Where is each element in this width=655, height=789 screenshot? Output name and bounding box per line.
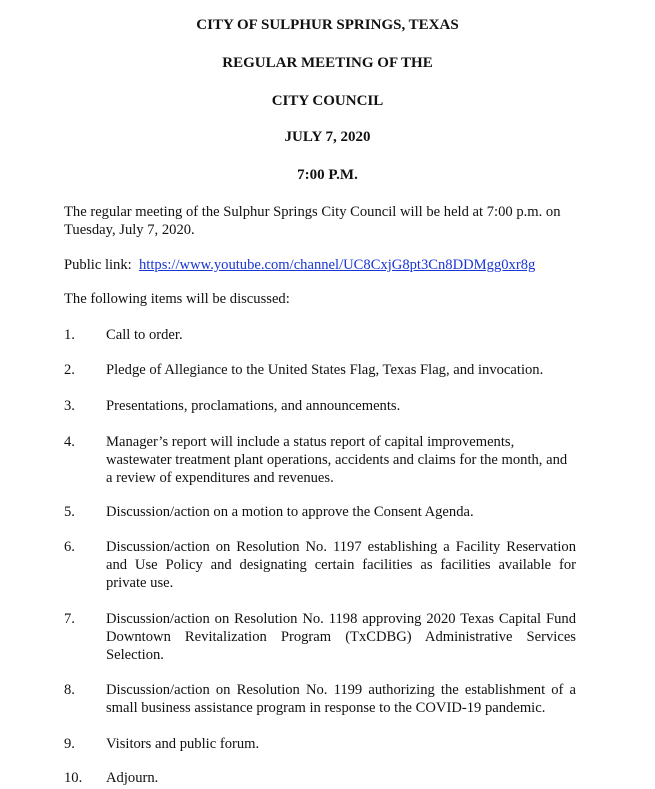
meeting-date: JULY 7, 2020	[284, 129, 371, 145]
city-title: CITY OF SULPHUR SPRINGS, TEXAS	[196, 17, 459, 33]
agenda-item-number: 10.	[64, 770, 83, 786]
meeting-title: REGULAR MEETING OF THE	[222, 55, 433, 71]
agenda-item-number: 3.	[64, 398, 75, 414]
agenda-item-text: Manager’s report will include a status report of capital improvements, wastewater treatment plant operations, accidents and claims for the month, and a review of expenditures and revenues.	[106, 434, 568, 486]
agenda-item-text: Discussion/action on Resolution No. 1197 establishing a Facility Reservation and Use Policy and designating certain facilities as facilities available for private use.	[106, 539, 576, 591]
public-link-url[interactable]: https://www.youtube.com/channel/UC8CxjG8pt3Cn8DDMgg0xr8g	[139, 257, 536, 273]
agenda-item-number: 4.	[64, 434, 75, 450]
items-intro: The following items will be discussed:	[64, 291, 290, 307]
public-link-line	[64, 256, 584, 274]
agenda-item-number: 5.	[64, 504, 75, 520]
agenda-item-text: Pledge of Allegiance to the United States Flag, Texas Flag, and invocation.	[106, 362, 544, 378]
agenda-item-number: 7.	[64, 611, 75, 627]
agenda-item-number: 9.	[64, 736, 75, 752]
agenda-item-text: Discussion/action on a motion to approve the Consent Agenda.	[106, 504, 474, 520]
agenda-item-text: Discussion/action on Resolution No. 1199 authorizing the establishment of a small business assistance program in response to the COVID-19 pandemic.	[106, 682, 576, 716]
public-link-label: Public link:	[64, 257, 132, 273]
agenda-item-number: 2.	[64, 362, 75, 378]
intro-paragraph: The regular meeting of the Sulphur Springs City Council will be held at 7:00 p.m. on Tuesday, July 7, 2020.	[64, 204, 561, 238]
agenda-item-number: 1.	[64, 327, 75, 343]
agenda-item-number: 6.	[64, 539, 75, 555]
agenda-item-text: Presentations, proclamations, and announcements.	[106, 398, 401, 414]
council-title: CITY COUNCIL	[271, 93, 384, 109]
agenda-item-text: Adjourn.	[106, 770, 159, 786]
agenda-item-number: 8.	[64, 682, 75, 698]
meeting-time: 7:00 P.M.	[297, 167, 358, 183]
agenda-item-text: Call to order.	[106, 327, 183, 343]
agenda-item-text: Discussion/action on Resolution No. 1198 approving 2020 Texas Capital Fund Downtown Revitalization Program (TxCDBG) Administrative Services Selection.	[106, 611, 576, 663]
agenda-item-text: Visitors and public forum.	[106, 736, 260, 752]
